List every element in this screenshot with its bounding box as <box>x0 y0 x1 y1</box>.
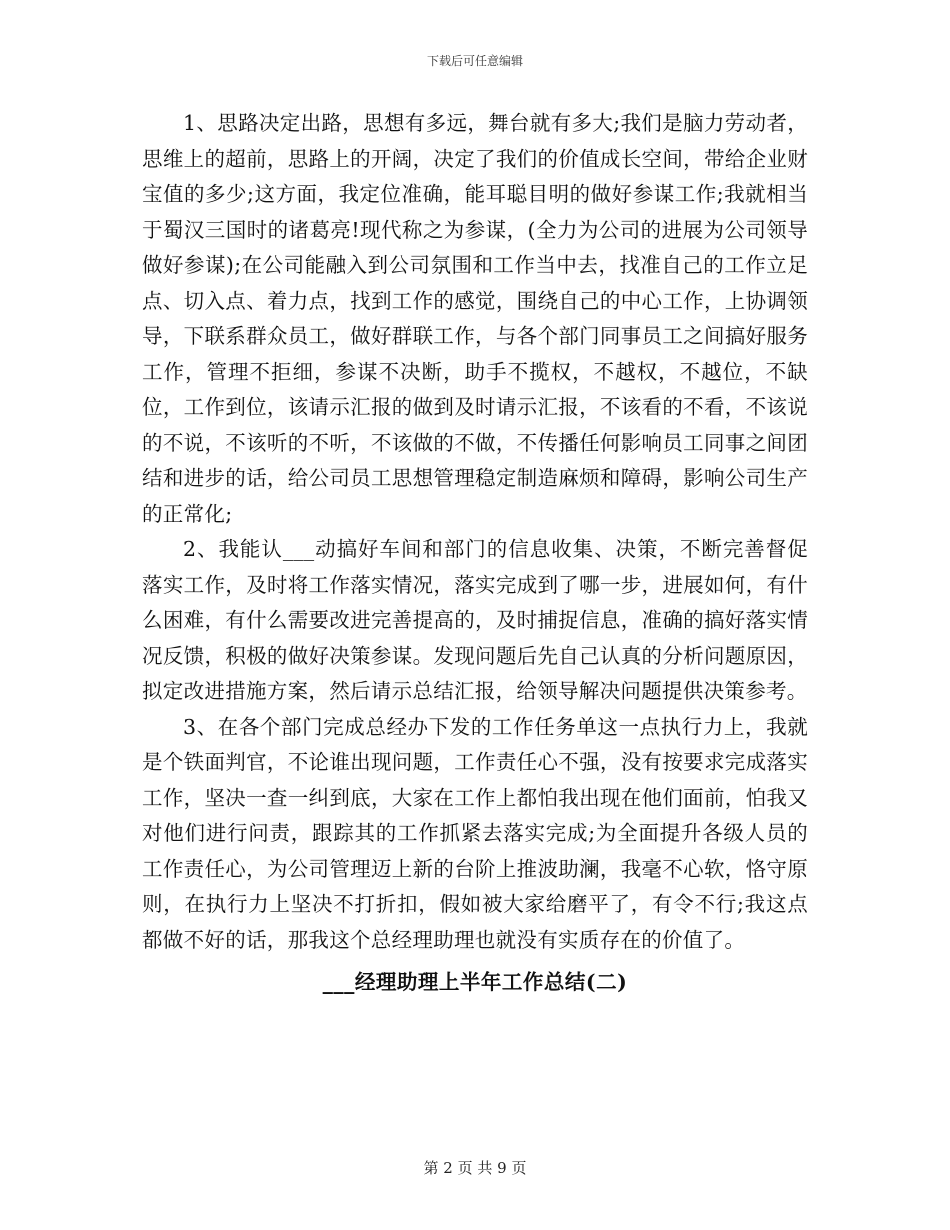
paragraph-2: 2、我能认___动搞好车间和部门的信息收集、决策，不断完善督促落实工作，及时将工作落实情况，落实完成到了哪一步，进展如何，有什么困难，有什么需要改进完善提高的，及时捕捉信息，准确的搞好落实情况反馈，积极的做好决策参谋。发现问题后先自己认真的分析问题原因，拟定改进措施方案，然后请示总结汇报，给领导解决问题提供决策参考。 <box>142 537 808 703</box>
document-body <box>142 106 808 1000</box>
paragraph-1: 1、思路决定出路，思想有多远，舞台就有多大;我们是脑力劳动者，思维上的超前，思路上的开阔，决定了我们的价值成长空间，带给企业财宝值的多少;这方面，我定位准确，能耳聪目明的做好参谋工作;我就相当于蜀汉三国时的诸葛亮!现代称之为参谋，(全力为公司的进展为公司领导做好参谋);在公司能融入到公司氛围和工作当中去，找准自己的工作立足点、切入点、着力点，找到工作的感觉，围绕自己的中心工作，上协调领导，下联系群众员工，做好群联工作，与各个部门同事员工之间搞好服务工作，管理不拒细，参谋不决断，助手不揽权，不越权，不越位，不缺位，工作到位，该请示汇报的做到及时请示汇报，不该看的不看，不该说的不说，不该听的不听，不该做的不做，不传播任何影响员工同事之间团结和进步的话，给公司员工思想管理稳定制造麻烦和障碍，影响公司生产的正常化; <box>142 111 808 526</box>
section-title: ___经理助理上半年工作总结(二) <box>322 970 628 994</box>
paragraph-3: 3、在各个部门完成总经办下发的工作任务单这一点执行力上，我就是个铁面判官，不论谁出现问题，工作责任心不强，没有按要求完成落实工作，坚决一查一纠到底，大家在工作上都怕我出现在他们面前，怕我又对他们进行问责，跟踪其的工作抓紧去落实完成;为全面提升各级人员的工作责任心，为公司管理迈上新的台阶上推波助澜，我毫不心软，恪守原则，在执行力上坚决不打折扣，假如被大家给磨平了，有令不行;我这点都做不好的话，那我这个总经理助理也就没有实质存在的价值了。 <box>142 714 808 952</box>
page-number: 第 2 页 共 9 页 <box>423 1159 527 1177</box>
page-header-note: 下载后可任意编辑 <box>426 54 523 68</box>
